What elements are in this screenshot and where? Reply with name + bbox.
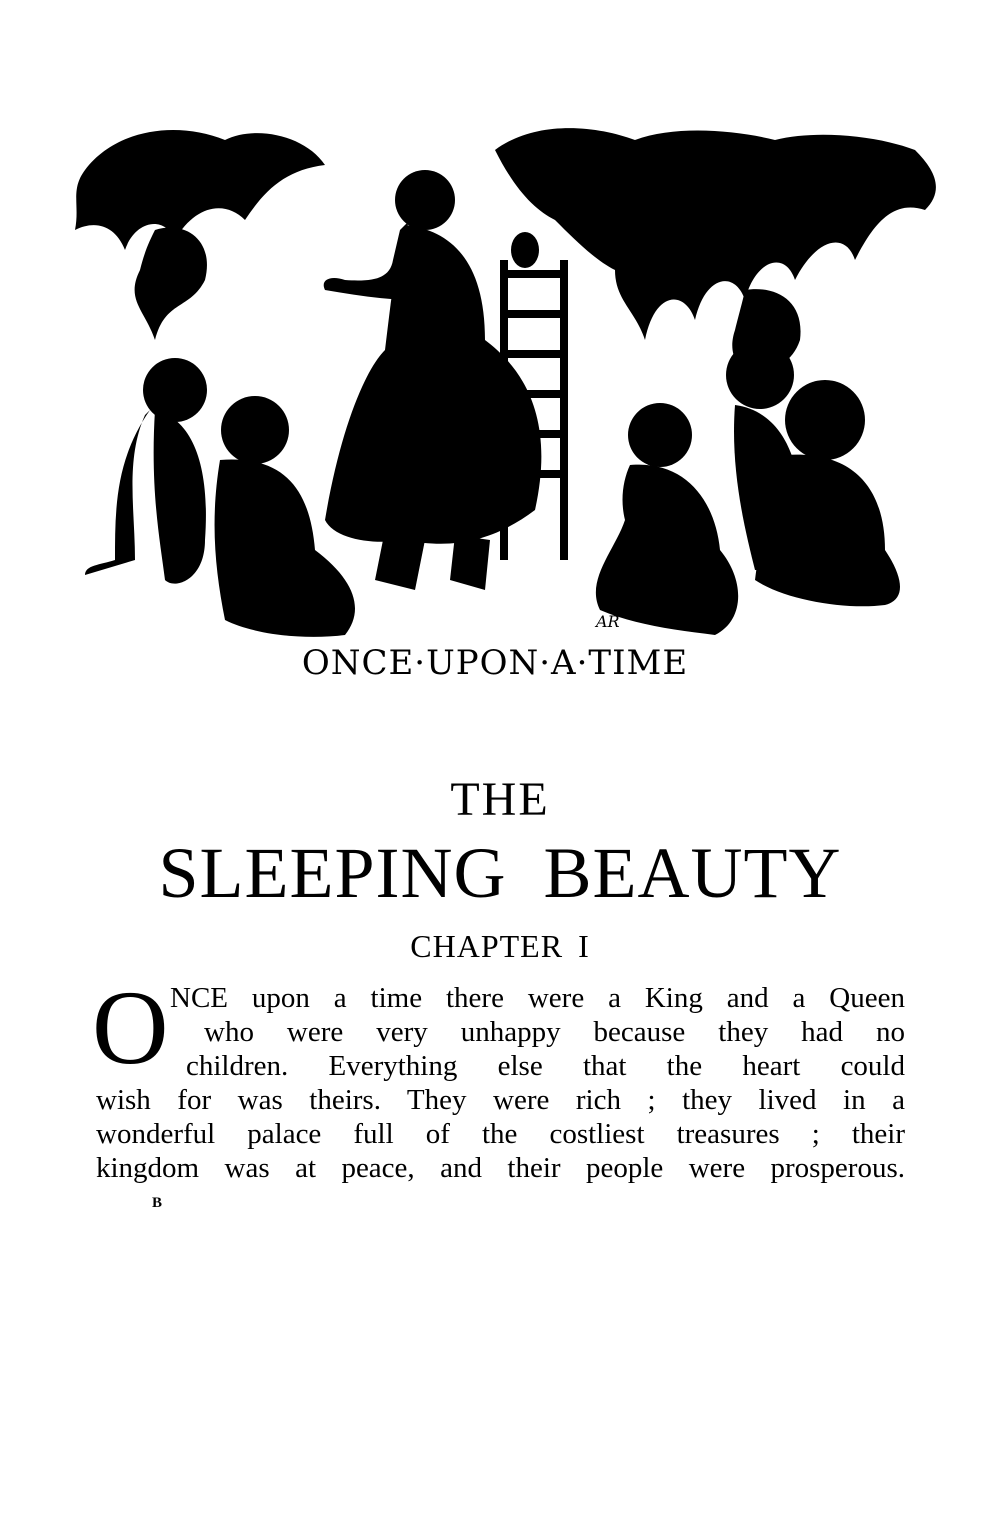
signature-mark: B [152,1195,163,1211]
body-line [186,1049,905,1083]
body-line-text: kingdom was at peace, and their people were prosperous. [96,1152,905,1184]
chapter-heading: CHAPTER I [410,928,590,964]
body-line-text: who were very unhappy because they had no [204,1016,905,1048]
illustration-caption: ONCE·UPON·A·TIME [301,643,689,683]
title-line-2: SLEEPING BEAUTY [158,833,842,913]
body-line-text: wonderful palace full of the costliest treasures ; their [96,1118,905,1150]
body-line-text: children. Everything else that the heart could [186,1050,905,1082]
body-line [96,1083,905,1117]
silhouette-illustration [55,110,965,670]
artist-monogram: AR [596,612,620,631]
body-line-text: NCE upon a time there were a King and a Queen [170,982,905,1014]
title-line-1: THE [450,773,550,826]
drop-cap: O [92,969,169,1086]
body-line [170,981,905,1015]
body-line [204,1015,905,1049]
body-line [96,1151,905,1185]
body-line [96,1117,905,1151]
body-line-text: wish for was theirs. They were rich ; they lived in a [96,1084,905,1116]
